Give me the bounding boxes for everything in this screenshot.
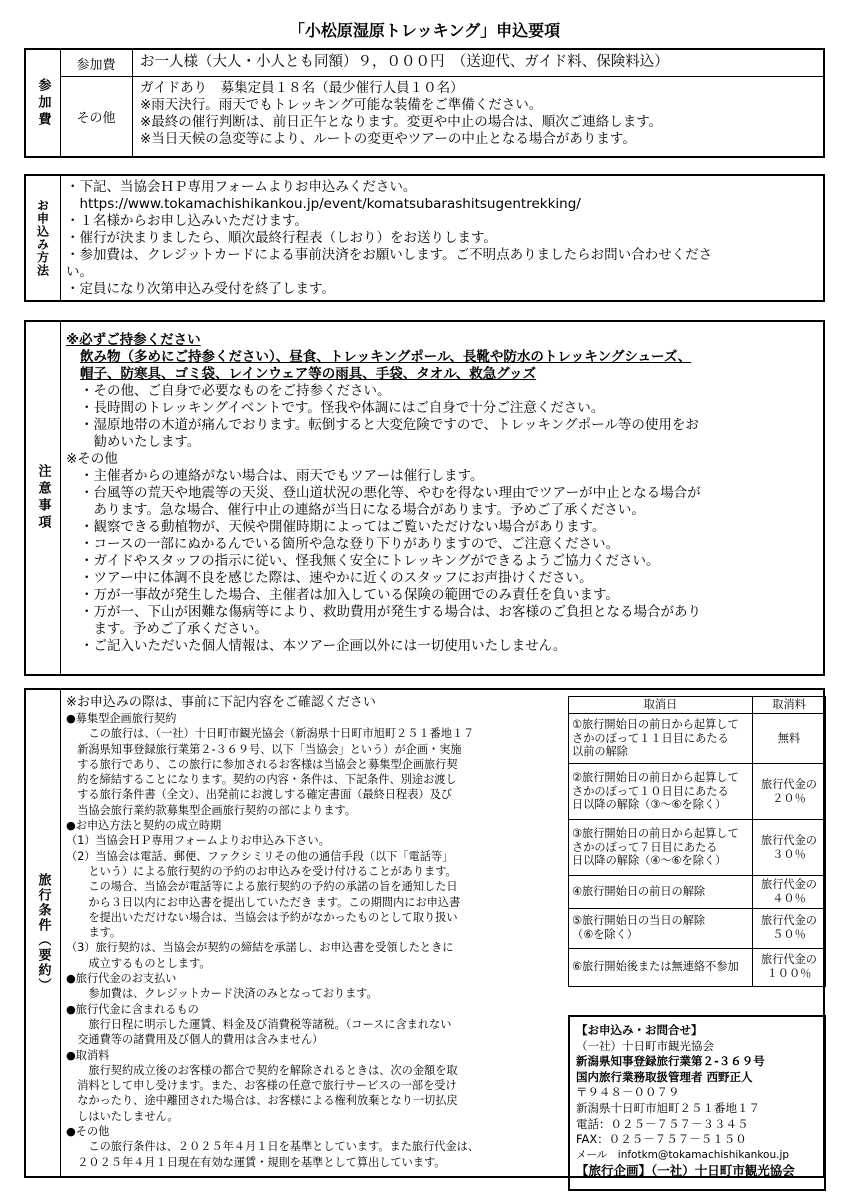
bring-heading: ※必ずご持参ください bbox=[66, 332, 201, 348]
note-line: ・ご記入いただいた個人情報は、本ツアー企画以外には一切使用いたしません。 bbox=[80, 638, 567, 654]
contact-zip: 〒９４８－００７９ bbox=[576, 1085, 680, 1100]
notes-section bbox=[24, 320, 825, 676]
row-label: その他 bbox=[60, 76, 133, 156]
note-line: ・湿原地帯の木道が痛んでおります。転倒すると大変危険ですので、トレッキングポール等の使用をお bbox=[80, 417, 699, 433]
apply-line: い。 bbox=[66, 264, 93, 280]
condition-line: ●その他 bbox=[66, 1125, 110, 1139]
note-line: ・長時間のトレッキングイベントです。怪我や体調にはご自身で十分ご注意ください。 bbox=[80, 400, 605, 416]
contact-box bbox=[568, 1015, 826, 1191]
apply-url[interactable]: https://www.tokamachishikankou.jp/event/komatsubarashitsugentrekking/ bbox=[66, 196, 581, 212]
condition-line: 消料として申し受けます。また、お客様の任意で旅行サービスの一部を受け bbox=[66, 1079, 457, 1093]
bring-items: 飲み物（多めにご持参ください）、昼食、トレッキングポール、長靴や防水のトレッキングシューズ、 bbox=[80, 349, 692, 365]
section-label-conditions: 旅行条件（要約） bbox=[26, 690, 61, 1176]
cancel-fee-cell: 無料 bbox=[753, 714, 826, 764]
condition-line: 旅行契約成立後のお客様の都合で契約を解除されるときは、次の金額を取 bbox=[66, 1063, 458, 1077]
note-line: ・観察できる動植物が、天候や開催時期によってはご覧いただけない場合があります。 bbox=[80, 519, 606, 535]
apply-line: ・下記、当協会ＨＰ専用フォームよりお申込みください。 bbox=[66, 179, 417, 195]
apply-line: ・催行が決まりましたら、順次最終行程表（しおり）をお送りします。 bbox=[66, 230, 497, 246]
cancel-date-cell: ⑤旅行開始日の当日の解除 （⑥を除く） bbox=[569, 908, 753, 948]
page-title: 「小松原湿原トレッキング」申込要項 bbox=[288, 21, 561, 40]
table-row bbox=[569, 714, 826, 764]
condition-line: この場合、当協会が電話等による旅行契約の予約の承諾の旨を通知した日 bbox=[66, 880, 458, 894]
condition-line: 成立するものとします。 bbox=[66, 956, 211, 970]
fee-section bbox=[24, 48, 825, 158]
contact-fax: FAX：０２５－７５７－５１５０ bbox=[576, 1132, 747, 1147]
condition-line: この旅行は、（一社）十日町市観光協会（新潟県十日町市旭町２５１番地１７ bbox=[66, 727, 475, 741]
fee-text: お一人様（大人・小人とも同額）９，０００円 （送迎代、ガイド料、保険料込） bbox=[140, 54, 669, 70]
other-heading: ※その他 bbox=[66, 451, 118, 467]
cancel-fee-cell: 旅行代金の ４０％ bbox=[753, 876, 826, 909]
contact-reg: 新潟県知事登録旅行業第２-３６９号 bbox=[576, 1054, 765, 1069]
table-row bbox=[569, 764, 826, 820]
condition-line: しはいたしません。 bbox=[66, 1109, 179, 1123]
fee-row bbox=[60, 50, 823, 77]
condition-line: ●取消料 bbox=[66, 1048, 110, 1062]
condition-line: ●旅行代金に含まれるもの bbox=[66, 1002, 199, 1016]
condition-line: 当協会旅行業約款募集型企画旅行契約の部によります。 bbox=[66, 803, 356, 817]
table-header: 取消料 bbox=[753, 697, 826, 714]
note-line: あります。急な場合、催行中止の連絡が当日になる場合があります。予めご了承ください。 bbox=[80, 502, 645, 518]
cancel-fee-cell: 旅行代金の １００％ bbox=[753, 948, 826, 986]
note-line: ・ツアー中に体調不良を感じた際は、速やかに近くのスタッフにお声掛けください。 bbox=[80, 570, 593, 586]
condition-line: （2）当協会は電話、郵便、ファクシミリその他の通信手段（以下「電話等」 bbox=[66, 849, 454, 863]
conditions-section bbox=[24, 688, 825, 1178]
condition-line: ２０２５年４月１日現在有効な運賃・規則を基準として算出しています。 bbox=[66, 1155, 446, 1169]
other-row bbox=[60, 76, 823, 156]
table-row bbox=[569, 908, 826, 948]
cancel-date-cell: ④旅行開始日の前日の解除 bbox=[569, 876, 753, 909]
condition-line: ●お申込方法と契約の成立時期 bbox=[66, 819, 222, 833]
other-line: ※当日天候の急変等により、ルートの変更やツアーの中止となる場合があります。 bbox=[140, 131, 636, 147]
condition-line: 新潟県知事登録旅行業第２-３６９号、以下「当協会」という）が企画・実施 bbox=[66, 742, 462, 756]
table-row bbox=[569, 876, 826, 909]
row-label: 参加費 bbox=[60, 50, 133, 76]
note-line: ・ガイドやスタッフの指示に従い、怪我無く安全にトレッキングができるようご協力ください。 bbox=[80, 553, 660, 569]
condition-line: から３日以内にお申込書を提出していただき ます。この期間内にお申込書 bbox=[66, 895, 461, 909]
condition-line: ます。 bbox=[66, 926, 122, 940]
note-line: ・台風等の荒天や地震等の天災、登山道状況の悪化等、やむを得ない理由でツアーが中止となる場合が bbox=[80, 485, 701, 501]
condition-line: 旅行日程に明示した運賃、料金及び消費税等諸税。（コースに含まれない bbox=[66, 1017, 452, 1031]
cancel-fee-cell: 旅行代金の ５０％ bbox=[753, 908, 826, 948]
condition-line: という）による旅行契約の予約のお申込みを受け付けることがあります。 bbox=[66, 864, 457, 878]
contact-tel: 電話：０２５－７５７－３３４５ bbox=[576, 1116, 749, 1131]
other-line: ガイドあり 募集定員１８名（最少催行人員１０名） bbox=[140, 80, 464, 96]
contact-mail[interactable]: メール infotkm@tokamachishikankou.jp bbox=[576, 1148, 790, 1161]
condition-line: 参加費は、クレジットカード決済のみとなっております。 bbox=[66, 987, 378, 1001]
cancel-date-cell: ③旅行開始日の前日から起算して さかのぼって７日目にあたる 日以降の解除（④〜⑥を除く） bbox=[569, 820, 753, 876]
bring-items: 帽子、防寒具、ゴミ袋、レインウェア等の雨具、手袋、タオル、救急グッズ bbox=[80, 366, 537, 382]
other-line: ※最終の催行判断は、前日正午となります。変更や中止の場合は、順次ご連絡します。 bbox=[140, 114, 663, 130]
contact-manager: 国内旅行業務取扱管理者 西野正人 bbox=[576, 1069, 753, 1084]
note-line: ・コースの一部にぬかるんでいる箇所や急な登り下りがありますので、ご注意ください。 bbox=[80, 536, 620, 552]
section-label-fee: 参加費 bbox=[26, 50, 61, 156]
section-label-notes: 注意事項 bbox=[26, 322, 61, 674]
condition-line: （3）旅行契約は、当協会が契約の締結を承諾し、お申込書を受領したときに bbox=[66, 941, 454, 955]
note-line: ・主催者からの連絡がない場合は、雨天でもツアーは催行します。 bbox=[80, 468, 484, 484]
section-label-apply: お申込み方法 bbox=[26, 176, 61, 300]
condition-line: ●募集型企画旅行契約 bbox=[66, 712, 177, 725]
cancel-fee-cell: 旅行代金の ３０％ bbox=[753, 820, 826, 876]
condition-line: なかったり、途中離団された場合は、お客様による権利放棄となり一切払戻 bbox=[66, 1094, 458, 1108]
condition-line: 交通費等の諸費用及び個人的費用は含みません） bbox=[66, 1033, 324, 1047]
other-line: ※雨天決行。雨天でもトレッキング可能な装備をご準備ください。 bbox=[140, 97, 543, 113]
apply-line: ・参加費は、クレジットカードによる事前決済をお願いします。ご不明点ありましたらお問い合わせくださ bbox=[66, 247, 713, 263]
apply-line: ・１名様からお申し込みいただけます。 bbox=[66, 213, 308, 229]
conditions-heading: ※お申込みの際は、事前に下記内容をご確認ください bbox=[66, 695, 376, 710]
note-line: ・万が一事故が発生した場合、主催者は加入している保険の範囲でのみ責任を負います。 bbox=[80, 587, 619, 603]
contact-org: （一社）十日町市観光協会 bbox=[576, 1038, 714, 1053]
condition-line: ●旅行代金のお支払い bbox=[66, 972, 177, 986]
condition-line: この旅行条件は、２０２５年４月１日を基準としています。また旅行代金は、 bbox=[66, 1140, 480, 1154]
contact-address: 新潟県十日町市旭町２５１番地１７ bbox=[576, 1100, 760, 1115]
condition-line: する旅行であり、この旅行に参加されるお客様は当協会と募集型企画旅行契 bbox=[66, 757, 458, 771]
note-line: ・その他、ご自身で必要なものをご持参ください。 bbox=[80, 383, 391, 399]
contact-heading: 【お申込み・お問合せ】 bbox=[576, 1023, 703, 1037]
condition-line: を提出いただけない場合は、当協会は予約がなかったものとして取り扱い bbox=[66, 910, 458, 924]
note-line: ・万が一、下山が困難な傷病等により、救助費用が発生する場合は、お客様のご負担となる場合があり bbox=[80, 604, 701, 620]
table-header: 取消日 bbox=[569, 697, 753, 714]
condition-line: する旅行条件書（全文）、出発前にお渡しする確定書面（最終日程表）及び bbox=[66, 788, 452, 802]
apply-section bbox=[24, 174, 825, 302]
cancel-fee-cell: 旅行代金の ２０％ bbox=[753, 764, 826, 820]
cancel-date-cell: ⑥旅行開始後または無連絡不参加 bbox=[569, 948, 753, 986]
cancel-fee-table bbox=[568, 696, 826, 987]
note-line: ます。予めご了承ください。 bbox=[80, 621, 268, 637]
apply-line: ・定員になり次第申込み受付を終了します。 bbox=[66, 281, 335, 297]
cancel-date-cell: ①旅行開始日の前日から起算して さかのぼって１１日目にあたる 以前の解除 bbox=[569, 714, 753, 764]
table-row bbox=[569, 820, 826, 876]
contact-planner: 【旅行企画】（一社）十日町市観光協会 bbox=[576, 1163, 795, 1179]
note-line: 勧めいたします。 bbox=[80, 434, 201, 450]
cancel-date-cell: ②旅行開始日の前日から起算して さかのぼって１０日目にあたる 日以降の解除（③〜⑥を除く） bbox=[569, 764, 753, 820]
table-row bbox=[569, 948, 826, 986]
condition-line: 約を締結することになります。契約の内容・条件は、下記条件、別途お渡し bbox=[66, 773, 457, 787]
condition-line: （1）当協会ＨＰ専用フォームよりお申込み下さい。 bbox=[66, 834, 330, 848]
